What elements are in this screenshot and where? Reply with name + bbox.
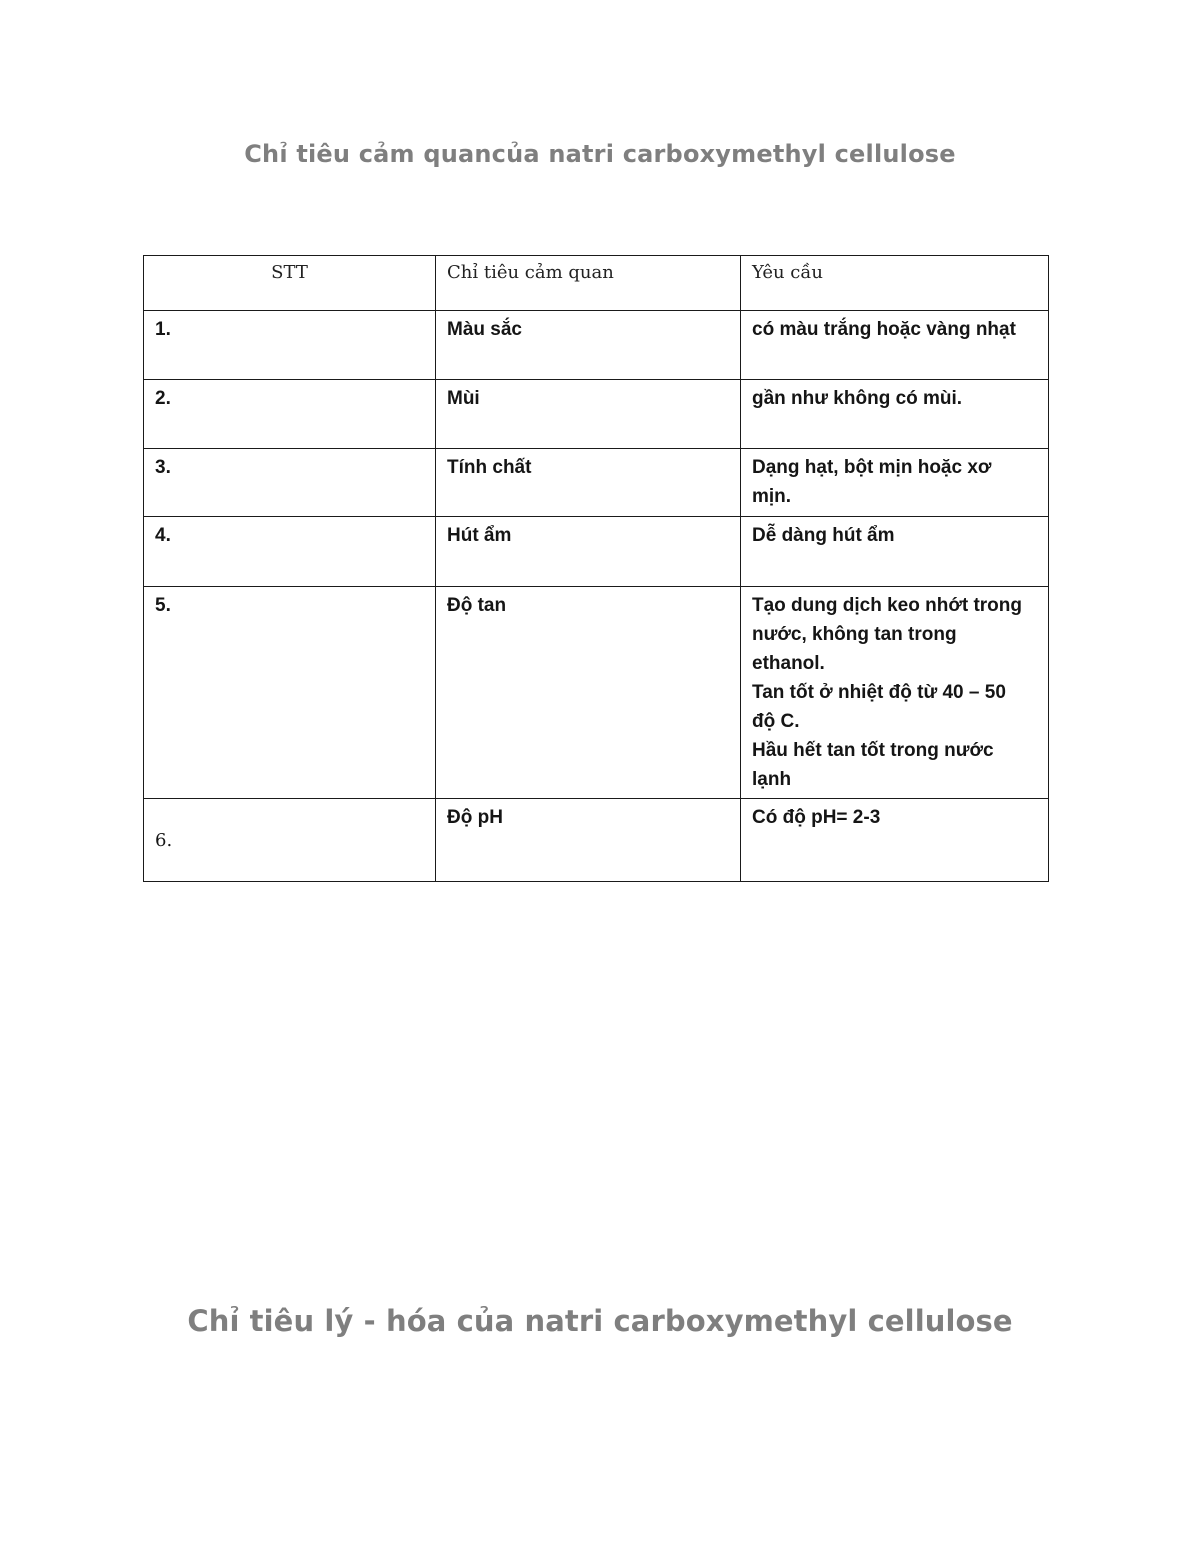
- row-stt: 1.: [144, 311, 436, 380]
- header-criterion: Chỉ tiêu cảm quan: [436, 256, 741, 311]
- row-stt: 6.: [144, 799, 436, 882]
- row-stt: 4.: [144, 517, 436, 587]
- requirement-line: Tạo dung dịch keo nhớt trong: [752, 595, 1022, 616]
- row-criterion: Độ pH: [436, 799, 741, 882]
- row-stt: 2.: [144, 380, 436, 449]
- row-criterion: Mùi: [436, 380, 741, 449]
- table-row: [144, 799, 1049, 882]
- row-requirement: [741, 311, 1049, 380]
- requirement-line: mịn.: [752, 486, 792, 507]
- header-stt: STT: [144, 256, 436, 311]
- table-row: [144, 311, 1049, 380]
- row-criterion: Màu sắc: [436, 311, 741, 380]
- row-stt: 5.: [144, 587, 436, 799]
- requirement-line: Có độ pH= 2-3: [752, 807, 881, 828]
- row-requirement: [741, 587, 1049, 799]
- table-header-row: [144, 256, 1049, 311]
- requirement-line: Dạng hạt, bột mịn hoặc xơ: [752, 457, 992, 478]
- row-criterion: Độ tan: [436, 587, 741, 799]
- requirement-line: Dễ dàng hút ẩm: [752, 525, 895, 546]
- header-requirement: Yêu cầu: [741, 256, 1049, 311]
- row-stt: 3.: [144, 449, 436, 517]
- requirement-line: độ C.: [752, 711, 800, 732]
- physicochemical-title: Chỉ tiêu lý - hóa của natri carboxymethyl cellulose: [187, 1304, 1013, 1338]
- row-requirement: [741, 449, 1049, 517]
- row-criterion: Tính chất: [436, 449, 741, 517]
- requirement-line: có màu trắng hoặc vàng nhạt: [752, 319, 1016, 340]
- table-row: [144, 449, 1049, 517]
- table-row: [144, 587, 1049, 799]
- requirement-line: Hầu hết tan tốt trong nước: [752, 740, 994, 761]
- requirement-line: lạnh: [752, 769, 792, 790]
- requirement-line: nước, không tan trong: [752, 624, 957, 645]
- requirement-line: gần như không có mùi.: [752, 388, 963, 409]
- table-row: [144, 380, 1049, 449]
- requirement-line: ethanol.: [752, 653, 825, 674]
- table-row: [144, 517, 1049, 587]
- sensory-title: Chỉ tiêu cảm quancủa natri carboxymethyl cellulose: [244, 140, 956, 168]
- row-requirement: [741, 380, 1049, 449]
- row-criterion: Hút ẩm: [436, 517, 741, 587]
- row-requirement: [741, 799, 1049, 882]
- sensory-criteria-table: [143, 255, 1049, 882]
- row-requirement: [741, 517, 1049, 587]
- requirement-line: Tan tốt ở nhiệt độ từ 40 – 50: [752, 682, 1006, 703]
